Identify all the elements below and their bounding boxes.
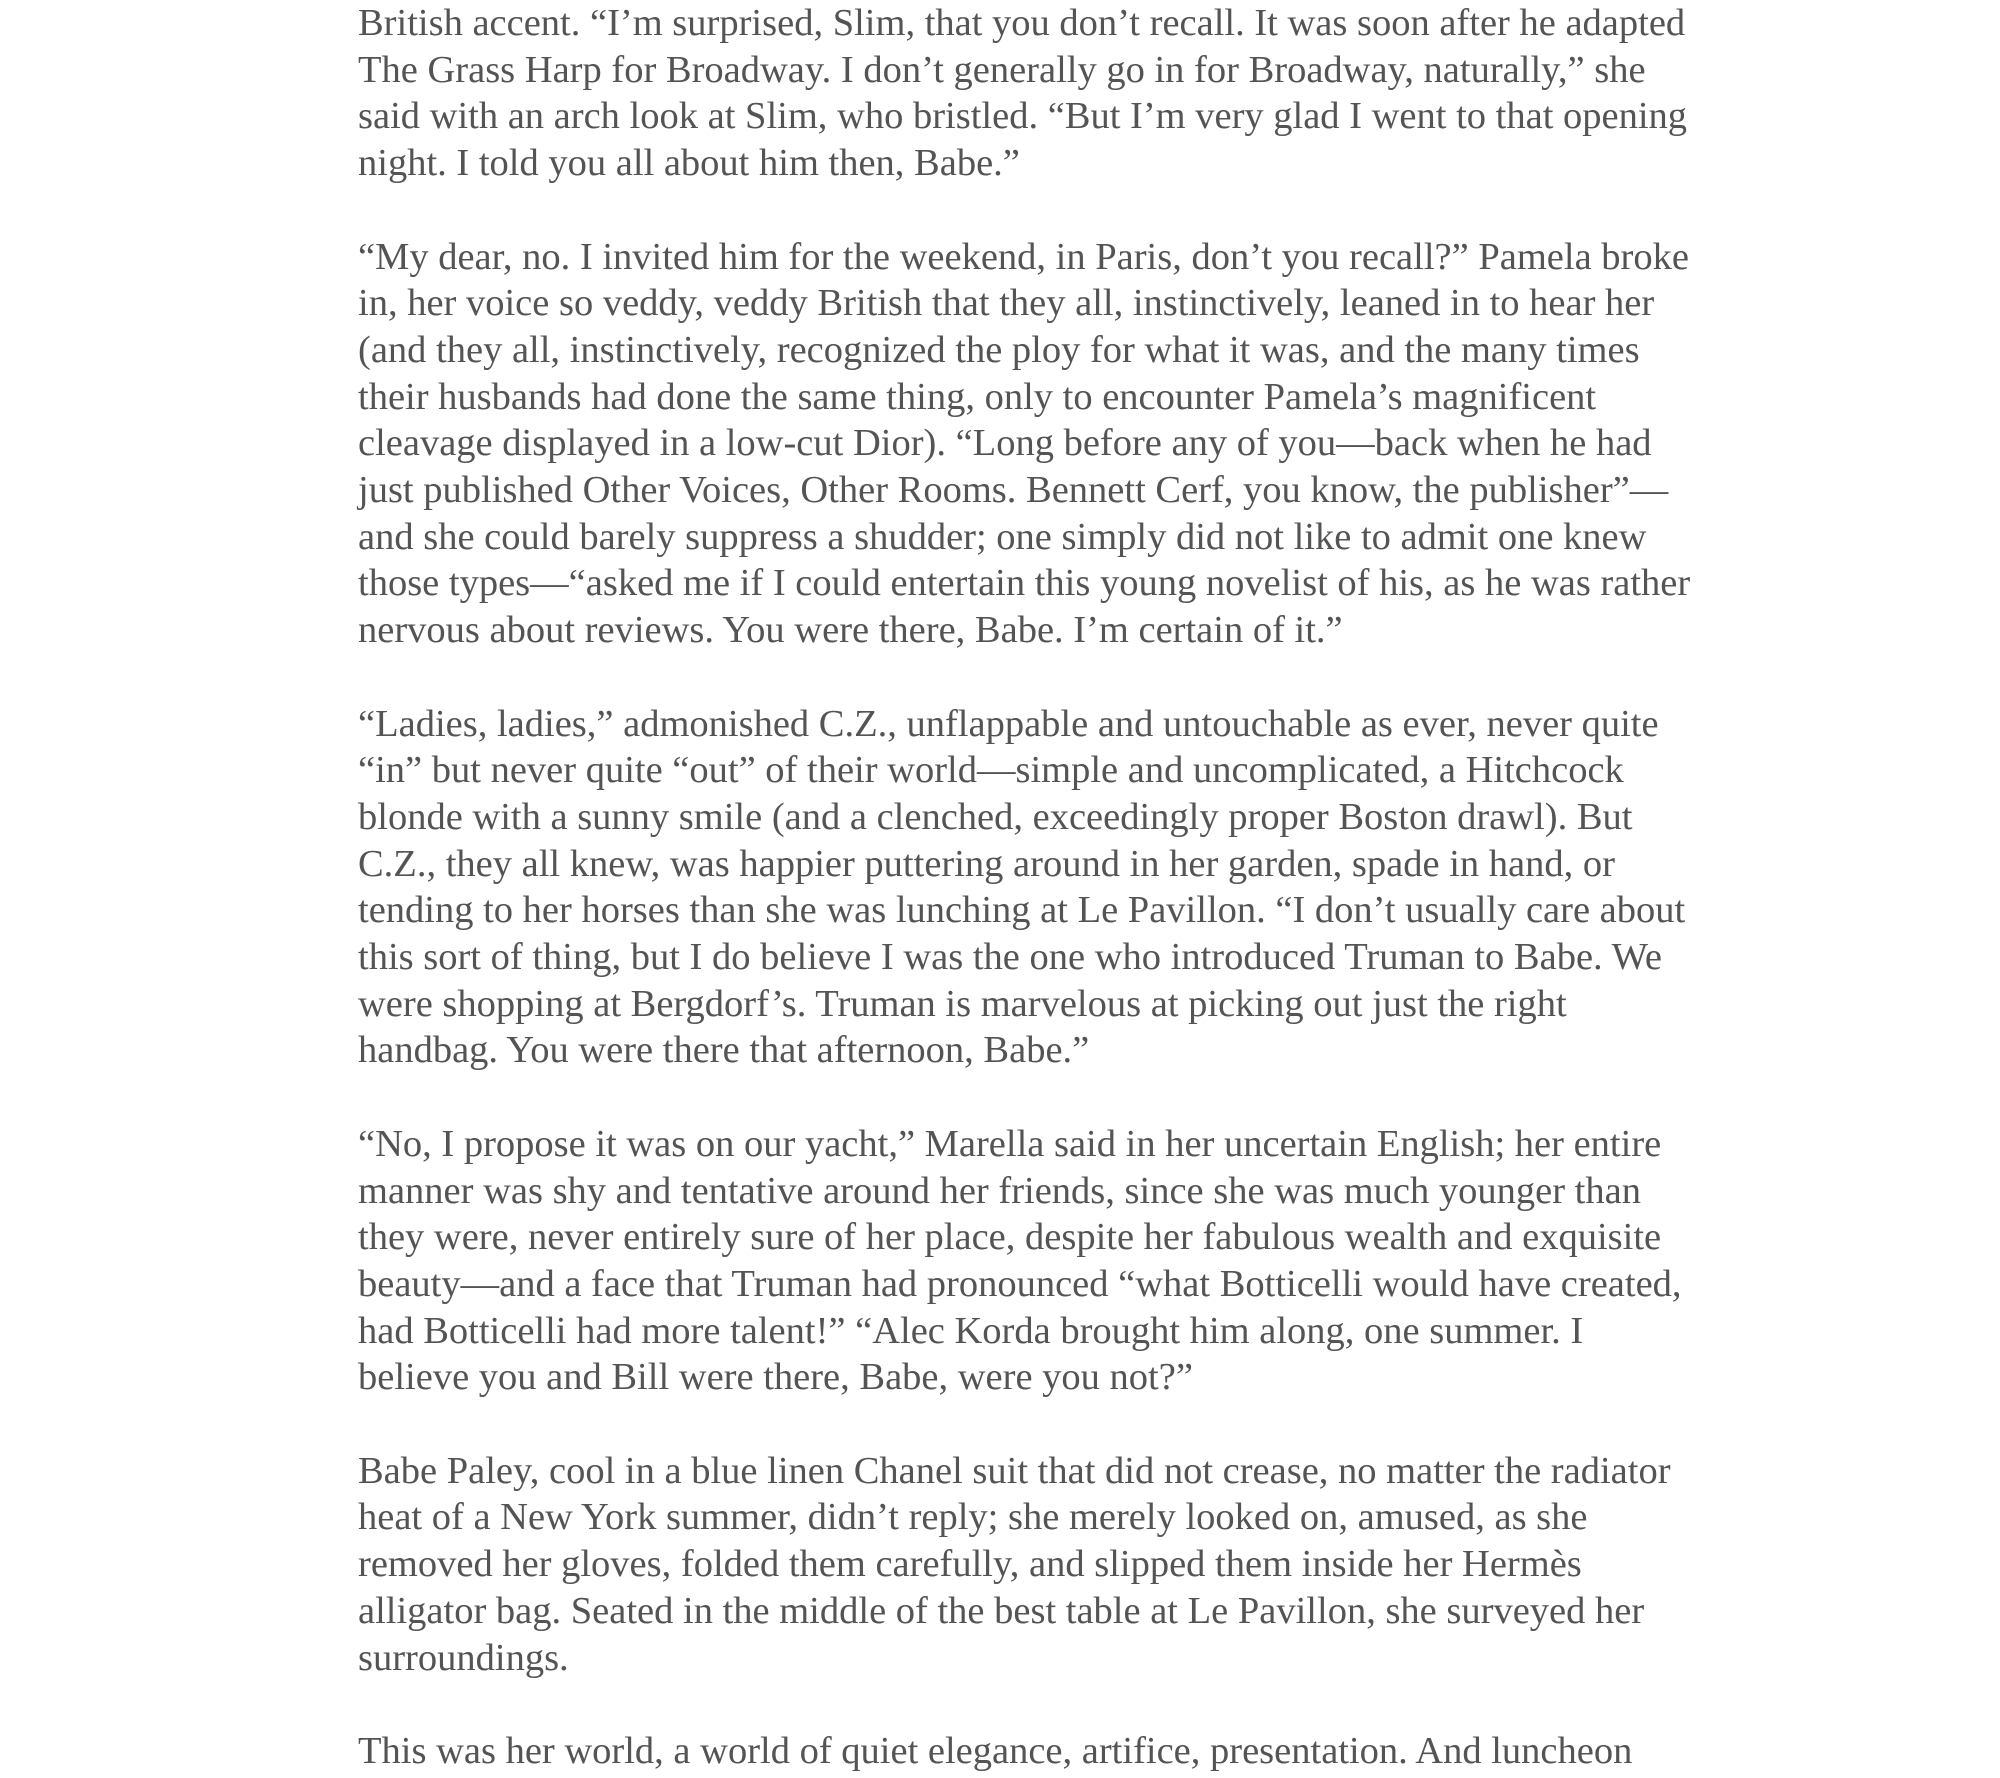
text-line: their husbands had done the same thing, only to encounter Pamela’s magnificent bbox=[358, 375, 1597, 418]
paragraph bbox=[358, 1448, 1670, 1682]
text-line: “Ladies, ladies,” admonished C.Z., unflappable and untouchable as ever, never quite bbox=[358, 702, 1659, 745]
body-text bbox=[358, 0, 1691, 1778]
text-line: handbag. You were there that afternoon, Babe.” bbox=[358, 1029, 1090, 1072]
text-line: removed her gloves, folded them carefully, and slipped them inside her Hermès bbox=[358, 1543, 1582, 1586]
paragraph bbox=[358, 234, 1691, 654]
text-line: manner was shy and tentative around her friends, since she was much younger than bbox=[358, 1169, 1641, 1212]
text-line: heat of a New York summer, didn’t reply; she merely looked on, amused, as she bbox=[358, 1496, 1588, 1539]
text-line: night. I told you all about him then, Babe.” bbox=[358, 142, 1020, 185]
text-line: were shopping at Bergdorf’s. Truman is marvelous at picking out just the right bbox=[358, 982, 1567, 1025]
text-line: beauty—and a face that Truman had pronounced “what Botticelli would have created, bbox=[358, 1262, 1682, 1305]
text-line: surroundings. bbox=[358, 1636, 569, 1679]
text-line: those types—“asked me if I could entertain this young novelist of his, as he was rather bbox=[358, 562, 1691, 605]
text-line: “in” but never quite “out” of their world—simple and uncomplicated, a Hitchcock bbox=[358, 749, 1624, 792]
paragraph bbox=[358, 0, 1688, 187]
text-line: said with an arch look at Slim, who bristled. “But I’m very glad I went to that opening bbox=[358, 95, 1688, 138]
text-line: they were, never entirely sure of her place, despite her fabulous wealth and exquisite bbox=[358, 1216, 1662, 1259]
text-line: believe you and Bill were there, Babe, were you not?” bbox=[358, 1356, 1193, 1399]
text-line: just published Other Voices, Other Rooms. Bennett Cerf, you know, the publisher”— bbox=[358, 469, 1669, 512]
paragraph bbox=[358, 1121, 1682, 1401]
text-line: The Grass Harp for Broadway. I don’t generally go in for Broadway, naturally,” she bbox=[358, 48, 1646, 91]
text-line: tending to her horses than she was lunching at Le Pavillon. “I don’t usually care about bbox=[358, 889, 1686, 932]
paragraph bbox=[358, 1728, 1670, 1775]
text-line: (and they all, instinctively, recognized the ploy for what it was, and the many times bbox=[358, 328, 1640, 371]
text-line: alligator bag. Seated in the middle of the best table at Le Pavillon, she surveyed her bbox=[358, 1589, 1645, 1632]
text-line: British accent. “I’m surprised, Slim, that you don’t recall. It was soon after he adapted bbox=[358, 2, 1686, 44]
text-line: in, her voice so veddy, veddy British that they all, instinctively, leaned in to hear her bbox=[358, 282, 1655, 325]
text-line: nervous about reviews. You were there, Babe. I’m certain of it.” bbox=[358, 609, 1343, 652]
text-line: C.Z., they all knew, was happier puttering around in her garden, spade in hand, or bbox=[358, 842, 1615, 885]
text-line: had Botticelli had more talent!” “Alec Korda brought him along, one summer. I bbox=[358, 1309, 1584, 1352]
text-line: blonde with a sunny smile (and a clenched, exceedingly proper Boston drawl). But bbox=[358, 795, 1633, 838]
text-line: cleavage displayed in a low-cut Dior). “Long before any of you—back when he had bbox=[358, 422, 1652, 465]
text-line: “No, I propose it was on our yacht,” Marella said in her uncertain English; her entire bbox=[358, 1122, 1662, 1165]
text-line: This was her world, a world of quiet elegance, artifice, presentation. And luncheon bbox=[358, 1729, 1633, 1772]
text-line: “My dear, no. I invited him for the weekend, in Paris, don’t you recall?” Pamela broke bbox=[358, 235, 1689, 278]
text-line: Babe Paley, cool in a blue linen Chanel suit that did not crease, no matter the radiator bbox=[358, 1449, 1671, 1492]
paragraph bbox=[358, 701, 1686, 1075]
text-line: and she could barely suppress a shudder; one simply did not like to admit one knew bbox=[358, 515, 1647, 558]
text-line: this sort of thing, but I do believe I was the one who introduced Truman to Babe. We bbox=[358, 936, 1662, 979]
